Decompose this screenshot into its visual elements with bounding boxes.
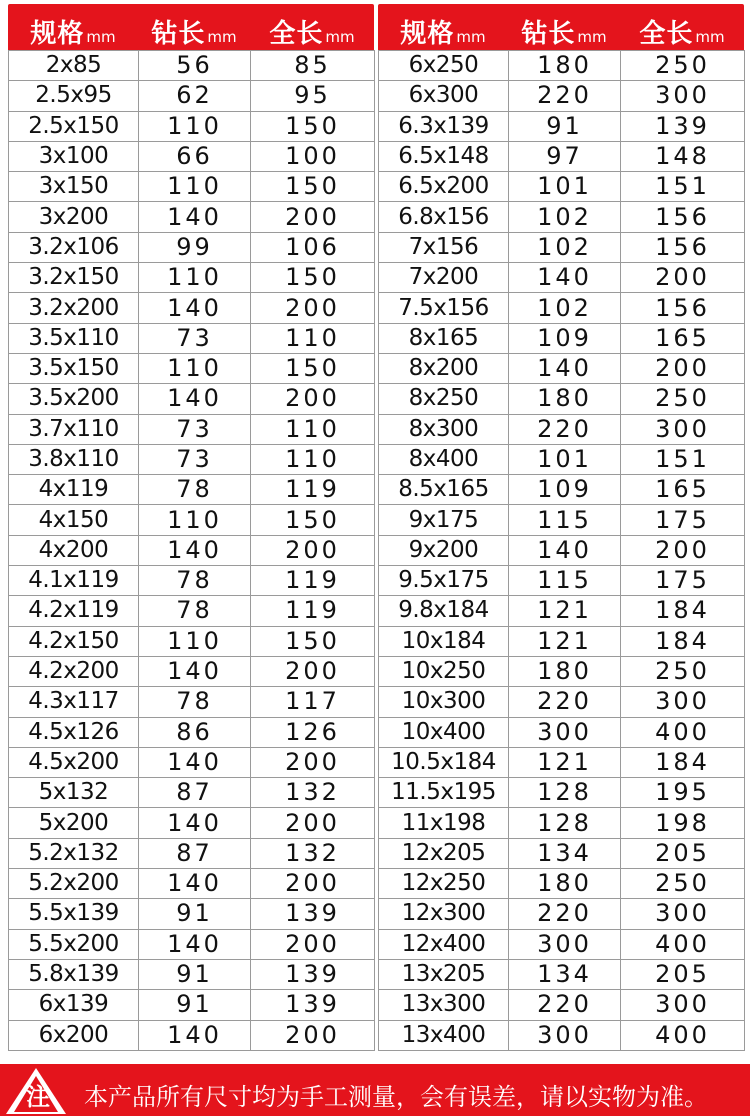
table-row bbox=[379, 656, 745, 686]
table-row bbox=[9, 505, 375, 535]
table-row bbox=[379, 1020, 745, 1050]
cell-drill-length: 91 bbox=[509, 111, 621, 141]
cell-spec: 11.5x195 bbox=[379, 778, 509, 808]
header-spec: 规格 mm bbox=[400, 19, 486, 49]
table-row bbox=[9, 778, 375, 808]
cell-spec: 3.8x110 bbox=[9, 444, 139, 474]
cell-drill-length: 180 bbox=[509, 656, 621, 686]
cell-total-length: 300 bbox=[621, 81, 745, 111]
cell-drill-length: 121 bbox=[509, 747, 621, 777]
cell-drill-length: 140 bbox=[139, 808, 251, 838]
cell-total-length: 200 bbox=[251, 384, 375, 414]
cell-spec: 5x132 bbox=[9, 778, 139, 808]
cell-spec: 13x300 bbox=[379, 990, 509, 1020]
cell-drill-length: 109 bbox=[509, 475, 621, 505]
cell-spec: 10x300 bbox=[379, 687, 509, 717]
cell-drill-length: 78 bbox=[139, 475, 251, 505]
table-row bbox=[9, 596, 375, 626]
table-row bbox=[379, 141, 745, 171]
table-row bbox=[9, 656, 375, 686]
cell-total-length: 139 bbox=[251, 990, 375, 1020]
table-row bbox=[9, 990, 375, 1020]
cell-drill-length: 101 bbox=[509, 172, 621, 202]
cell-spec: 8x200 bbox=[379, 353, 509, 383]
cell-drill-length: 220 bbox=[509, 899, 621, 929]
cell-total-length: 119 bbox=[251, 475, 375, 505]
cell-total-length: 165 bbox=[621, 323, 745, 353]
table-row bbox=[379, 444, 745, 474]
table-row bbox=[9, 808, 375, 838]
cell-spec: 3.2x150 bbox=[9, 263, 139, 293]
cell-drill-length: 110 bbox=[139, 263, 251, 293]
cell-drill-length: 101 bbox=[509, 444, 621, 474]
cell-drill-length: 300 bbox=[509, 1020, 621, 1050]
table-row bbox=[9, 172, 375, 202]
header-total-length: 全长 mm bbox=[639, 19, 725, 49]
cell-spec: 6.3x139 bbox=[379, 111, 509, 141]
table-row bbox=[379, 596, 745, 626]
cell-total-length: 200 bbox=[251, 929, 375, 959]
cell-spec: 3.2x200 bbox=[9, 293, 139, 323]
cell-drill-length: 110 bbox=[139, 111, 251, 141]
cell-total-length: 175 bbox=[621, 505, 745, 535]
cell-spec: 2.5x95 bbox=[9, 81, 139, 111]
spec-table-right bbox=[378, 4, 744, 1051]
cell-drill-length: 121 bbox=[509, 596, 621, 626]
cell-drill-length: 220 bbox=[509, 414, 621, 444]
cell-spec: 4x200 bbox=[9, 535, 139, 565]
cell-total-length: 165 bbox=[621, 475, 745, 505]
cell-total-length: 200 bbox=[251, 656, 375, 686]
table-row bbox=[9, 929, 375, 959]
note-label: 注 bbox=[26, 1083, 50, 1111]
cell-total-length: 200 bbox=[251, 869, 375, 899]
cell-drill-length: 134 bbox=[509, 959, 621, 989]
cell-total-length: 184 bbox=[621, 747, 745, 777]
table-row bbox=[379, 51, 745, 81]
cell-drill-length: 180 bbox=[509, 384, 621, 414]
table-header bbox=[378, 4, 744, 50]
cell-drill-length: 78 bbox=[139, 566, 251, 596]
table-row bbox=[9, 869, 375, 899]
cell-total-length: 184 bbox=[621, 626, 745, 656]
cell-total-length: 400 bbox=[621, 1020, 745, 1050]
table-row bbox=[9, 475, 375, 505]
table-row bbox=[9, 747, 375, 777]
table-row bbox=[9, 111, 375, 141]
cell-spec: 5.5x139 bbox=[9, 899, 139, 929]
cell-drill-length: 87 bbox=[139, 778, 251, 808]
header-total-length: 全长 mm bbox=[269, 19, 355, 49]
cell-spec: 13x400 bbox=[379, 1020, 509, 1050]
cell-spec: 6x200 bbox=[9, 1020, 139, 1050]
cell-drill-length: 115 bbox=[509, 505, 621, 535]
cell-drill-length: 102 bbox=[509, 293, 621, 323]
cell-drill-length: 220 bbox=[509, 81, 621, 111]
cell-spec: 2x85 bbox=[9, 51, 139, 81]
cell-spec: 7x156 bbox=[379, 232, 509, 262]
cell-total-length: 300 bbox=[621, 687, 745, 717]
table-row bbox=[9, 414, 375, 444]
cell-spec: 13x205 bbox=[379, 959, 509, 989]
cell-total-length: 250 bbox=[621, 384, 745, 414]
cell-drill-length: 73 bbox=[139, 414, 251, 444]
cell-total-length: 200 bbox=[251, 535, 375, 565]
cell-spec: 5x200 bbox=[9, 808, 139, 838]
disclaimer-banner bbox=[0, 1064, 750, 1116]
cell-spec: 10x400 bbox=[379, 717, 509, 747]
cell-total-length: 250 bbox=[621, 869, 745, 899]
cell-drill-length: 140 bbox=[139, 535, 251, 565]
table-row bbox=[379, 323, 745, 353]
cell-drill-length: 91 bbox=[139, 899, 251, 929]
cell-total-length: 200 bbox=[621, 353, 745, 383]
cell-spec: 4.5x126 bbox=[9, 717, 139, 747]
cell-spec: 3x200 bbox=[9, 202, 139, 232]
table-row bbox=[9, 899, 375, 929]
cell-total-length: 156 bbox=[621, 293, 745, 323]
cell-total-length: 156 bbox=[621, 202, 745, 232]
cell-spec: 6x250 bbox=[379, 51, 509, 81]
cell-total-length: 250 bbox=[621, 656, 745, 686]
cell-total-length: 100 bbox=[251, 141, 375, 171]
header-spec: 规格 mm bbox=[30, 19, 116, 49]
cell-spec: 4.1x119 bbox=[9, 566, 139, 596]
table-row bbox=[379, 717, 745, 747]
cell-total-length: 150 bbox=[251, 111, 375, 141]
cell-total-length: 139 bbox=[621, 111, 745, 141]
cell-drill-length: 78 bbox=[139, 687, 251, 717]
cell-drill-length: 140 bbox=[509, 535, 621, 565]
table-row bbox=[9, 51, 375, 81]
cell-total-length: 132 bbox=[251, 838, 375, 868]
table-row bbox=[379, 384, 745, 414]
cell-total-length: 175 bbox=[621, 566, 745, 596]
header-drill-length: 钻长 mm bbox=[521, 19, 607, 49]
cell-total-length: 200 bbox=[251, 202, 375, 232]
cell-drill-length: 134 bbox=[509, 838, 621, 868]
cell-spec: 3.7x110 bbox=[9, 414, 139, 444]
cell-spec: 5.8x139 bbox=[9, 959, 139, 989]
cell-drill-length: 140 bbox=[139, 747, 251, 777]
table-row bbox=[9, 1020, 375, 1050]
cell-total-length: 184 bbox=[621, 596, 745, 626]
cell-total-length: 200 bbox=[251, 808, 375, 838]
cell-drill-length: 115 bbox=[509, 566, 621, 596]
table-row bbox=[379, 626, 745, 656]
cell-spec: 11x198 bbox=[379, 808, 509, 838]
cell-spec: 9x200 bbox=[379, 535, 509, 565]
cell-drill-length: 56 bbox=[139, 51, 251, 81]
cell-drill-length: 91 bbox=[139, 959, 251, 989]
cell-total-length: 148 bbox=[621, 141, 745, 171]
cell-total-length: 205 bbox=[621, 838, 745, 868]
cell-drill-length: 110 bbox=[139, 172, 251, 202]
cell-drill-length: 140 bbox=[139, 929, 251, 959]
cell-spec: 12x205 bbox=[379, 838, 509, 868]
cell-drill-length: 121 bbox=[509, 626, 621, 656]
cell-spec: 4.5x200 bbox=[9, 747, 139, 777]
cell-total-length: 110 bbox=[251, 444, 375, 474]
cell-spec: 3x100 bbox=[9, 141, 139, 171]
cell-spec: 3.5x150 bbox=[9, 353, 139, 383]
cell-spec: 12x300 bbox=[379, 899, 509, 929]
cell-total-length: 151 bbox=[621, 444, 745, 474]
cell-drill-length: 110 bbox=[139, 505, 251, 535]
cell-drill-length: 140 bbox=[139, 384, 251, 414]
table-row bbox=[9, 232, 375, 262]
cell-spec: 6x300 bbox=[379, 81, 509, 111]
cell-drill-length: 66 bbox=[139, 141, 251, 171]
cell-spec: 4.2x200 bbox=[9, 656, 139, 686]
table-row bbox=[379, 232, 745, 262]
cell-drill-length: 140 bbox=[139, 1020, 251, 1050]
cell-total-length: 132 bbox=[251, 778, 375, 808]
cell-drill-length: 300 bbox=[509, 717, 621, 747]
cell-spec: 9x175 bbox=[379, 505, 509, 535]
cell-spec: 6.5x148 bbox=[379, 141, 509, 171]
cell-drill-length: 140 bbox=[509, 263, 621, 293]
cell-spec: 7.5x156 bbox=[379, 293, 509, 323]
cell-total-length: 119 bbox=[251, 596, 375, 626]
table-row bbox=[379, 566, 745, 596]
table-row bbox=[9, 838, 375, 868]
cell-spec: 10.5x184 bbox=[379, 747, 509, 777]
cell-drill-length: 102 bbox=[509, 202, 621, 232]
cell-spec: 9.5x175 bbox=[379, 566, 509, 596]
spec-table-left bbox=[8, 4, 374, 1051]
cell-spec: 6x139 bbox=[9, 990, 139, 1020]
table-row bbox=[379, 414, 745, 444]
table-row bbox=[9, 323, 375, 353]
cell-spec: 7x200 bbox=[379, 263, 509, 293]
table-row bbox=[9, 384, 375, 414]
table-row bbox=[379, 899, 745, 929]
cell-drill-length: 300 bbox=[509, 929, 621, 959]
cell-drill-length: 110 bbox=[139, 626, 251, 656]
table-row bbox=[379, 778, 745, 808]
cell-drill-length: 73 bbox=[139, 444, 251, 474]
cell-drill-length: 102 bbox=[509, 232, 621, 262]
cell-total-length: 205 bbox=[621, 959, 745, 989]
cell-drill-length: 73 bbox=[139, 323, 251, 353]
note-text: 本产品所有尺寸均为手工测量，会有误差，请以实物为准。 bbox=[84, 1083, 708, 1111]
cell-spec: 3.2x106 bbox=[9, 232, 139, 262]
cell-spec: 4.3x117 bbox=[9, 687, 139, 717]
cell-total-length: 300 bbox=[621, 414, 745, 444]
table-row bbox=[379, 202, 745, 232]
cell-spec: 5.2x132 bbox=[9, 838, 139, 868]
cell-total-length: 400 bbox=[621, 717, 745, 747]
cell-drill-length: 78 bbox=[139, 596, 251, 626]
cell-drill-length: 140 bbox=[139, 293, 251, 323]
cell-drill-length: 180 bbox=[509, 51, 621, 81]
cell-total-length: 85 bbox=[251, 51, 375, 81]
cell-drill-length: 140 bbox=[139, 869, 251, 899]
cell-drill-length: 109 bbox=[509, 323, 621, 353]
cell-total-length: 150 bbox=[251, 505, 375, 535]
table-row bbox=[379, 838, 745, 868]
note-tag bbox=[6, 1064, 56, 1116]
cell-spec: 3.5x200 bbox=[9, 384, 139, 414]
cell-spec: 2.5x150 bbox=[9, 111, 139, 141]
cell-total-length: 150 bbox=[251, 353, 375, 383]
table-row bbox=[9, 353, 375, 383]
cell-drill-length: 140 bbox=[509, 353, 621, 383]
cell-spec: 10x250 bbox=[379, 656, 509, 686]
table-row bbox=[379, 475, 745, 505]
table-row bbox=[379, 687, 745, 717]
table-row bbox=[9, 626, 375, 656]
table-row bbox=[9, 687, 375, 717]
cell-total-length: 300 bbox=[621, 990, 745, 1020]
table-row bbox=[379, 353, 745, 383]
table-row bbox=[379, 808, 745, 838]
cell-drill-length: 62 bbox=[139, 81, 251, 111]
cell-total-length: 200 bbox=[251, 1020, 375, 1050]
cell-spec: 8.5x165 bbox=[379, 475, 509, 505]
cell-spec: 12x400 bbox=[379, 929, 509, 959]
cell-spec: 3.5x110 bbox=[9, 323, 139, 353]
cell-total-length: 119 bbox=[251, 566, 375, 596]
cell-total-length: 195 bbox=[621, 778, 745, 808]
cell-drill-length: 220 bbox=[509, 990, 621, 1020]
cell-total-length: 139 bbox=[251, 959, 375, 989]
table-row bbox=[9, 444, 375, 474]
table-body bbox=[378, 50, 745, 1051]
table-row bbox=[379, 505, 745, 535]
cell-total-length: 198 bbox=[621, 808, 745, 838]
table-row bbox=[379, 111, 745, 141]
cell-total-length: 300 bbox=[621, 899, 745, 929]
cell-spec: 4x150 bbox=[9, 505, 139, 535]
cell-spec: 8x400 bbox=[379, 444, 509, 474]
cell-total-length: 200 bbox=[251, 747, 375, 777]
cell-drill-length: 180 bbox=[509, 869, 621, 899]
cell-spec: 5.5x200 bbox=[9, 929, 139, 959]
table-row bbox=[379, 535, 745, 565]
table-row bbox=[9, 293, 375, 323]
cell-spec: 6.5x200 bbox=[379, 172, 509, 202]
cell-total-length: 150 bbox=[251, 626, 375, 656]
cell-total-length: 139 bbox=[251, 899, 375, 929]
cell-spec: 6.8x156 bbox=[379, 202, 509, 232]
table-row bbox=[379, 869, 745, 899]
cell-drill-length: 86 bbox=[139, 717, 251, 747]
cell-spec: 8x250 bbox=[379, 384, 509, 414]
cell-drill-length: 128 bbox=[509, 808, 621, 838]
cell-spec: 10x184 bbox=[379, 626, 509, 656]
table-row bbox=[9, 81, 375, 111]
cell-total-length: 95 bbox=[251, 81, 375, 111]
table-row bbox=[379, 747, 745, 777]
cell-spec: 4.2x150 bbox=[9, 626, 139, 656]
cell-total-length: 200 bbox=[621, 263, 745, 293]
table-header bbox=[8, 4, 374, 50]
cell-total-length: 106 bbox=[251, 232, 375, 262]
cell-drill-length: 91 bbox=[139, 990, 251, 1020]
cell-drill-length: 128 bbox=[509, 778, 621, 808]
table-row bbox=[379, 929, 745, 959]
cell-spec: 8x165 bbox=[379, 323, 509, 353]
table-row bbox=[9, 263, 375, 293]
cell-spec: 4.2x119 bbox=[9, 596, 139, 626]
cell-spec: 12x250 bbox=[379, 869, 509, 899]
table-row bbox=[9, 535, 375, 565]
cell-total-length: 126 bbox=[251, 717, 375, 747]
cell-total-length: 151 bbox=[621, 172, 745, 202]
cell-spec: 3x150 bbox=[9, 172, 139, 202]
cell-spec: 5.2x200 bbox=[9, 869, 139, 899]
cell-spec: 4x119 bbox=[9, 475, 139, 505]
table-row bbox=[379, 293, 745, 323]
header-drill-length: 钻长 mm bbox=[151, 19, 237, 49]
table-row bbox=[9, 717, 375, 747]
table-row bbox=[379, 990, 745, 1020]
cell-drill-length: 110 bbox=[139, 353, 251, 383]
cell-total-length: 150 bbox=[251, 172, 375, 202]
cell-total-length: 150 bbox=[251, 263, 375, 293]
cell-drill-length: 140 bbox=[139, 656, 251, 686]
table-body bbox=[8, 50, 375, 1051]
cell-total-length: 110 bbox=[251, 414, 375, 444]
cell-drill-length: 140 bbox=[139, 202, 251, 232]
cell-total-length: 117 bbox=[251, 687, 375, 717]
cell-drill-length: 99 bbox=[139, 232, 251, 262]
cell-total-length: 110 bbox=[251, 323, 375, 353]
cell-drill-length: 97 bbox=[509, 141, 621, 171]
table-row bbox=[379, 263, 745, 293]
cell-spec: 9.8x184 bbox=[379, 596, 509, 626]
cell-total-length: 250 bbox=[621, 51, 745, 81]
cell-drill-length: 220 bbox=[509, 687, 621, 717]
cell-drill-length: 87 bbox=[139, 838, 251, 868]
cell-spec: 8x300 bbox=[379, 414, 509, 444]
table-row bbox=[9, 566, 375, 596]
cell-total-length: 400 bbox=[621, 929, 745, 959]
table-row bbox=[379, 81, 745, 111]
cell-total-length: 200 bbox=[251, 293, 375, 323]
table-row bbox=[9, 202, 375, 232]
table-row bbox=[379, 172, 745, 202]
cell-total-length: 200 bbox=[621, 535, 745, 565]
table-row bbox=[9, 141, 375, 171]
table-row bbox=[379, 959, 745, 989]
table-row bbox=[9, 959, 375, 989]
cell-total-length: 156 bbox=[621, 232, 745, 262]
